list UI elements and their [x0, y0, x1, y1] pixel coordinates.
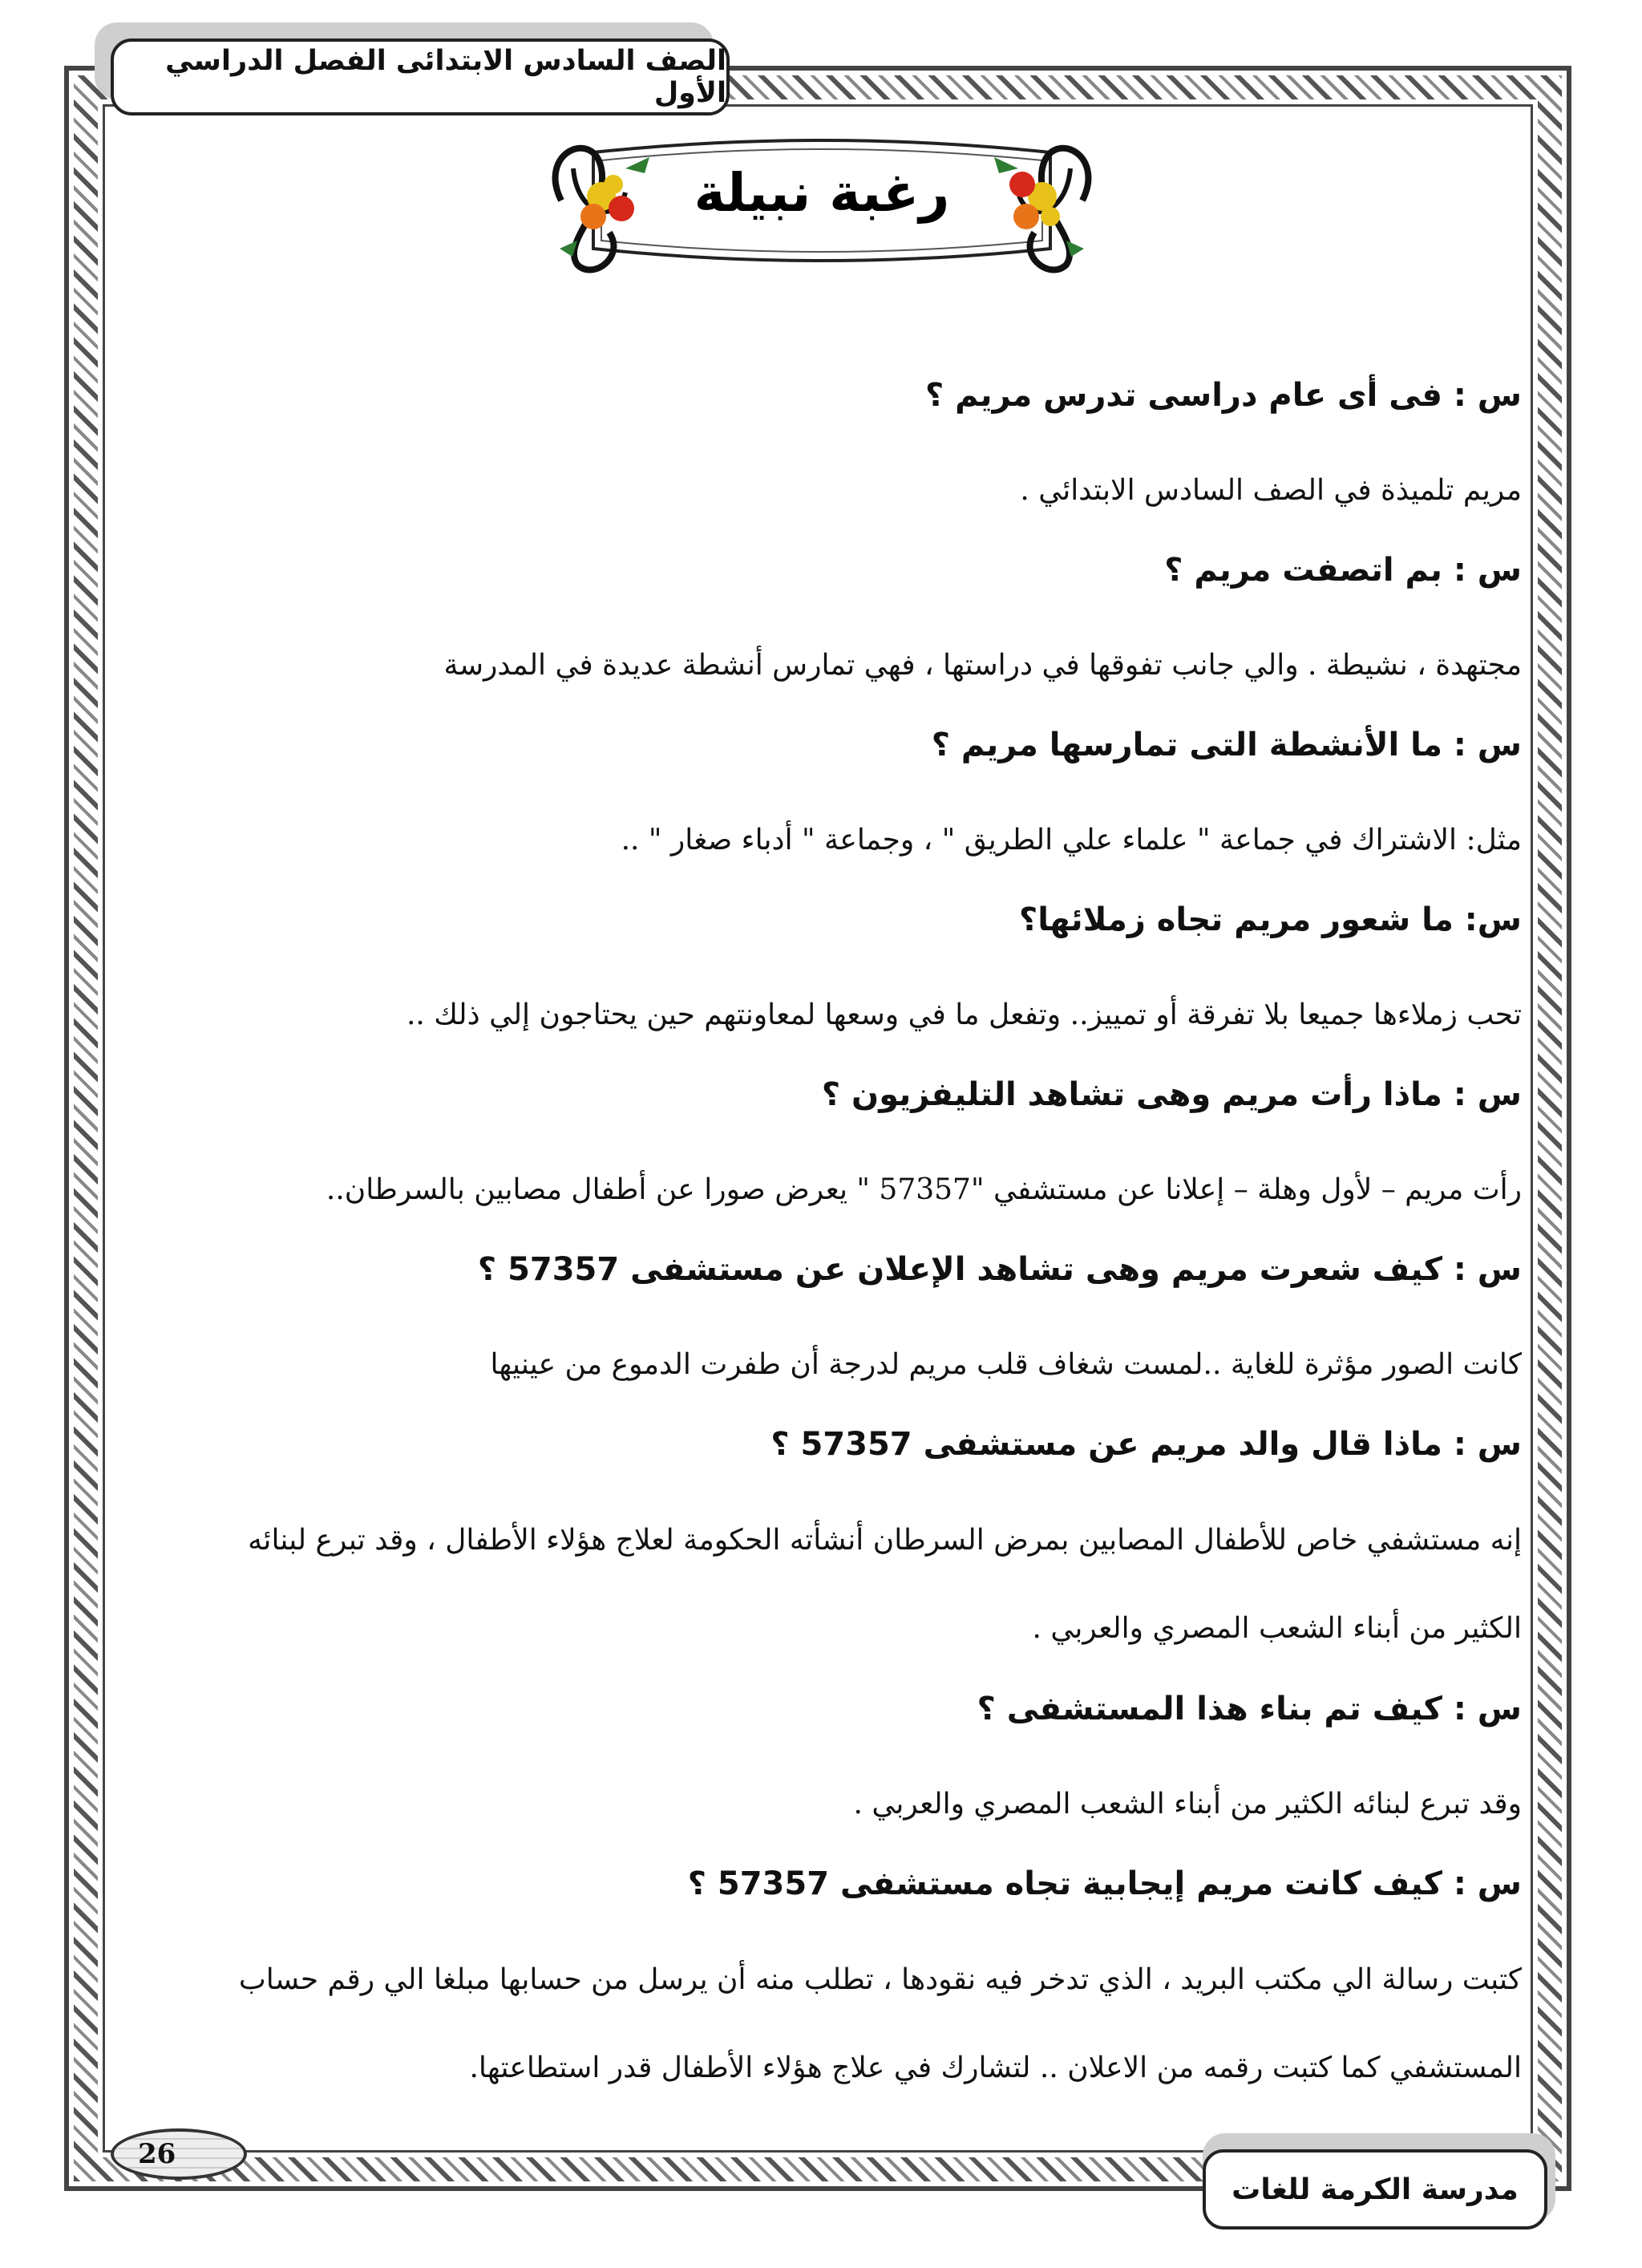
qa-list [144, 359, 1522, 2112]
question: س : كيف شعرت مريم وهى تشاهد الإعلان عن مستشفى 57357 ؟ [477, 1251, 1522, 1288]
qa-item [144, 1848, 1522, 2112]
qa-item [144, 359, 1522, 534]
answer-line: إنه مستشفي خاص للأطفال المصابين بمرض السرطان أنشأته الحكومة لعلاج هؤلاء الأطفال ، وقد تبرع لبنائه [248, 1524, 1522, 1557]
answer: رأت مريم – لأول وهلة – إعلانا عن مستشفي "57357 " يعرض صورا عن أطفال مصابين بالسرطان.. [326, 1173, 1522, 1206]
title-banner [545, 120, 1098, 281]
qa-item [144, 534, 1522, 709]
qa-item [144, 1233, 1522, 1408]
qa-item [144, 1408, 1522, 1673]
qa-item [144, 1673, 1522, 1848]
answer-line: المستشفي كما كتبت رقمه من الاعلان .. لتشارك في علاج هؤلاء الأطفال قدر استطاعتها. [469, 2051, 1522, 2084]
question: س: ما شعور مريم تجاه زملائها؟ [1019, 901, 1522, 938]
page-number: 26 [111, 2128, 247, 2180]
qa-item [144, 709, 1522, 884]
answer: كانت الصور مؤثرة للغاية ..لمست شغاف قلب مريم لدرجة أن طفرت الدموع من عينيها [490, 1348, 1522, 1381]
question: س : بم اتصفت مريم ؟ [1164, 552, 1522, 589]
answer-line: كتبت رسالة الي مكتب البريد ، الذي تدخر فيه نقودها ، تطلب منه أن يرسل من حسابها مبلغا الي رقم حساب [238, 1963, 1522, 1996]
answer: مريم تلميذة في الصف السادس الابتدائي . [1020, 474, 1522, 507]
answer: مثل: الاشتراك في جماعة " علماء علي الطريق " ، وجماعة " أدباء صغار " .. [621, 824, 1522, 857]
grade-label: الصف السادس الابتدائى الفصل الدراسي الأول [111, 38, 730, 115]
question: س : ما الأنشطة التى تمارسها مريم ؟ [931, 727, 1522, 763]
question: س : فى أى عام دراسى تدرس مريم ؟ [925, 377, 1522, 414]
answer: تحب زملاءها جميعا بلا تفرقة أو تمييز.. وتفعل ما في وسعها لمعاونتهم حين يحتاجون إلي ذلك .. [406, 998, 1522, 1031]
answer: وقد تبرع لبنائه الكثير من أبناء الشعب المصري والعربي . [853, 1788, 1522, 1820]
question: س : ماذا قال والد مريم عن مستشفى 57357 ؟ [770, 1426, 1522, 1463]
question: س : كيف تم بناء هذا المستشفى ؟ [977, 1691, 1522, 1727]
qa-item [144, 1059, 1522, 1233]
school-name: مدرسة الكرمة للغات [1203, 2149, 1547, 2230]
question: س : كيف كانت مريم إيجابية تجاه مستشفى 57357 ؟ [687, 1865, 1522, 1902]
page-title: رغبة نبيلة [694, 162, 950, 224]
answer: مجتهدة ، نشيطة . والي جانب تفوقها في دراستها ، فهي تمارس أنشطة عديدة في المدرسة [443, 649, 1522, 682]
question: س : ماذا رأت مريم وهى تشاهد التليفزيون ؟ [821, 1076, 1522, 1113]
qa-item [144, 884, 1522, 1059]
answer-line: الكثير من أبناء الشعب المصري والعربي . [1032, 1612, 1522, 1645]
